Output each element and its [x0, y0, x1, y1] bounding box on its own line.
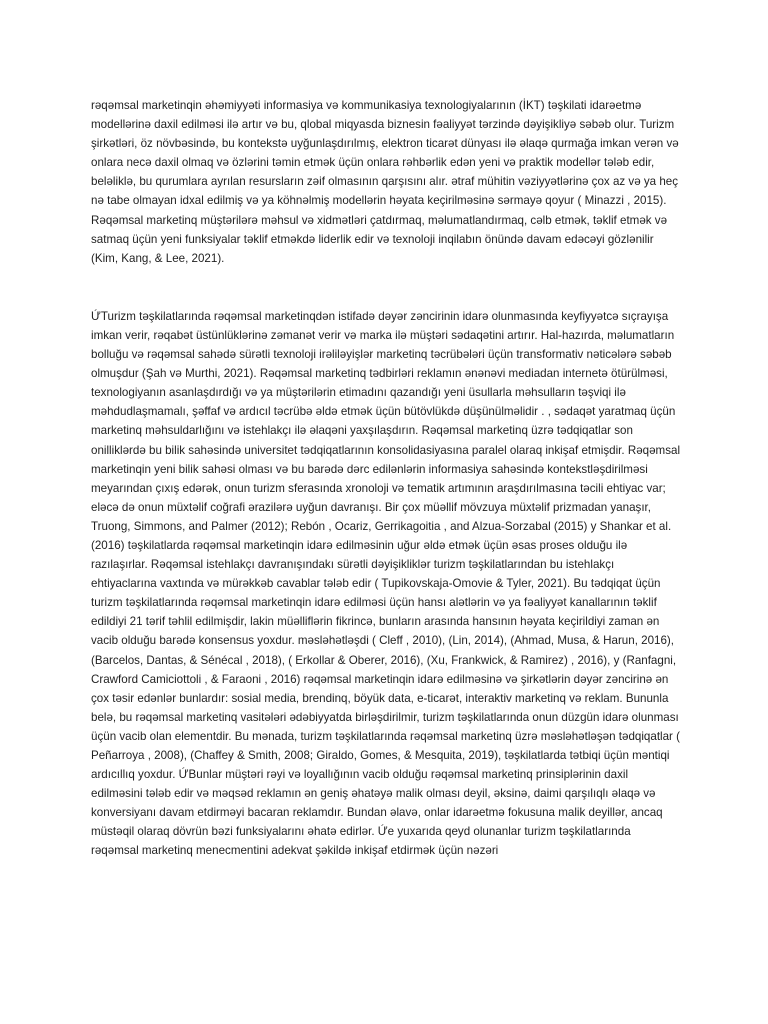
paragraph-2: ỨTurizm təşkilatlarında rəqəmsal marketinqdən istifadə dəyər zəncirinin idarə olunmasında keyfiyyətcə sıçrayışa imkan verir, rəqabət üstünlüklərinə zəmanət verir və marka ilə müştəri sədaqətini artırır. Hal-hazırda, məlumatların bolluğu və rəqəmsal sahədə sürətli texnoloji irəliləyişlər marketinq təcrübələri üçün transformativ nəticələrə səbəb olmuşdur (Şah və Murthi, 2021). Rəqəmsal marketinq tədbirləri reklamın ənənəvi mediadan internetə ötürülməsi, texnologiyanın asanlaşdırdığı və ya müştərilərin etimadını qazandığı yeni üsullarla məhsulların təşviqi ilə məhdudlaşmamalı, şəffaf və ardıcıl təcrübə əldə etmək üçün bütövlükdə düşünülməlidir . , sədaqət yaratmaq üçün marketinq məhsuldarlığını və istehlakçı ilə əlaqəni yaxşılaşdırın. Rəqəmsal marketinq üzrə tədqiqatlar son onilliklərdə bu bilik sahəsində universitet tədqiqatlarının konsolidasiyasına paralel olaraq inkişaf etmişdir. Rəqəmsal marketinqin yeni bilik sahəsi olması və bu barədə dərc edilənlərin informasiya sahəsində kontekstləşdirilməsi meyarından çıxış edərək, onun turizm sferasında xronoloji və tematik artımının araşdırılmasına təcili ehtiyac var; eləcə də onun müxtəlif coğrafi ərazilərə uyğun davranışı. Bir çox müəllif mövzuya müxtəlif prizmadan yanaşır, Truong, Simmons, and Palmer (2012); Rebón , Ocariz, Gerrikagoitia , and Alzua-Sorzabal (2015) y Shankar et al. (2016) təşkilatlarda rəqəmsal marketinqin idarə edilməsinin uğur əldə etmək üçün əsas proses olduğu ilə razılaşırlar. Rəqəmsal istehlakçı davranışındakı sürətli dəyişikliklər turizm təşkilatlarından bu istehlakçı ehtiyaclarına vaxtında və mürəkkəb cavablar tələb edir ( Tupikovskaja-Omovie & Tyler, 2021). Bu tədqiqat üçün turizm təşkilatlarında rəqəmsal marketinqin idarə edilməsi üçün hansı alətlərin və ya fəaliyyət kanallarının təklif edildiyi 21 tərif təhlil edilmişdir, lakin müəlliflərin fikrincə, bunların arasında hansının həyata keçirildiyi zaman ən vacib olduğu barədə konsensus yoxdur. məsləhətləşdi ( Cleff , 2010), (Lin, 2014), (Ahmad, Musa, & Harun, 2016), (Barcelos, Dantas, & Sénécal , 2018), ( Erkollar & Oberer, 2016), (Xu, Frankwick, & Ramirez) , 2016), y (Ranfagni, Crawford Camiciottoli , & Faraoni , 2016) rəqəmsal marketinqin idarə edilməsinə və şirkətlərin dəyər zəncirinə ən çox təsir edənlər bunlardır: sosial media, brendinq, böyük data, e-ticarət, interaktiv marketinq və reklam. Bununla belə, bu rəqəmsal marketinq vasitələri ədəbiyyatda birləşdirilmir, turizm təşkilatlarında onun düzgün idarə olunması üçün vacib olan elementdir. Bu mənada, turizm təşkilatlarında rəqəmsal marketinq üzrə məsləhətləşən tədqiqatlar ( Peñarroya , 2008), (Chaffey & Smith, 2008; Giraldo, Gomes, & Mesquita, 2019), təşkilatlarda tətbiqi üçün məntiqi ardıcıllıq yoxdur. ỨBunlar müştəri rəyi və loyallığının vacib olduğu rəqəmsal marketinq prinsiplərinin daxil edilməsini tələb edir və məqsəd reklamın ən geniş əhatəyə malik olması deyil, əksinə, daimi qarşılıqlı əlaqə və konversiyanı davam etdirməyi bacaran reklamdır. Bundan əlavə, onlar idarəetmə fokusuna malik deyillər, ancaq müstəqil olaraq dövrün bəzi funksiyalarını əhatə edirlər. Ứe yuxarıda qeyd olunanlar turizm təşkilatlarında rəqəmsal marketinq menecmentini adekvat şəkildə inkişaf etdirmək üçün nəzəri — [91, 309, 681, 858]
document-body — [91, 96, 681, 861]
paragraph-1: rəqəmsal marketinqin əhəmiyyəti informasiya və kommunikasiya texnologiyalarının (İKT) təşkilati idarəetmə modellərinə daxil edilməsi ilə artır və bu, qlobal miqyasda biznesin fəaliyyət tərzində dəyişikliyə səbəb olur. Turizm şirkətləri, öz növbəsində, bu kontekstə uyğunlaşdırılmış, elektron ticarət dünyası ilə əlaqə qurmağa imkan verən və onlara necə daxil olmaq və özlərini təmin etmək üçün onlara rəhbərlik edən yeni və praktik modellər tələb edir, beləliklə, bu qurumlara ayrılan resursların zəif olmasının qarşısını alır. ətraf mühitin vəziyyətlərinə çox az və ya heç nə tabe olmayan idxal edilmiş və ya köhnəlmiş modellərin həyata keçirilməsinə sərmayə qoyur ( Minazzi , 2015). Rəqəmsal marketinq müştərilərə məhsul və xidmətləri çatdırmaq, məlumatlandırmaq, cəlb etmək, təklif etmək və satmaq üçün yeni funksiyalar təklif etməkdə liderlik edir və texnoloji inqilabın önündə davam edəcəyi gözlənilir (Kim, Kang, & Lee, 2021). — [91, 99, 679, 265]
